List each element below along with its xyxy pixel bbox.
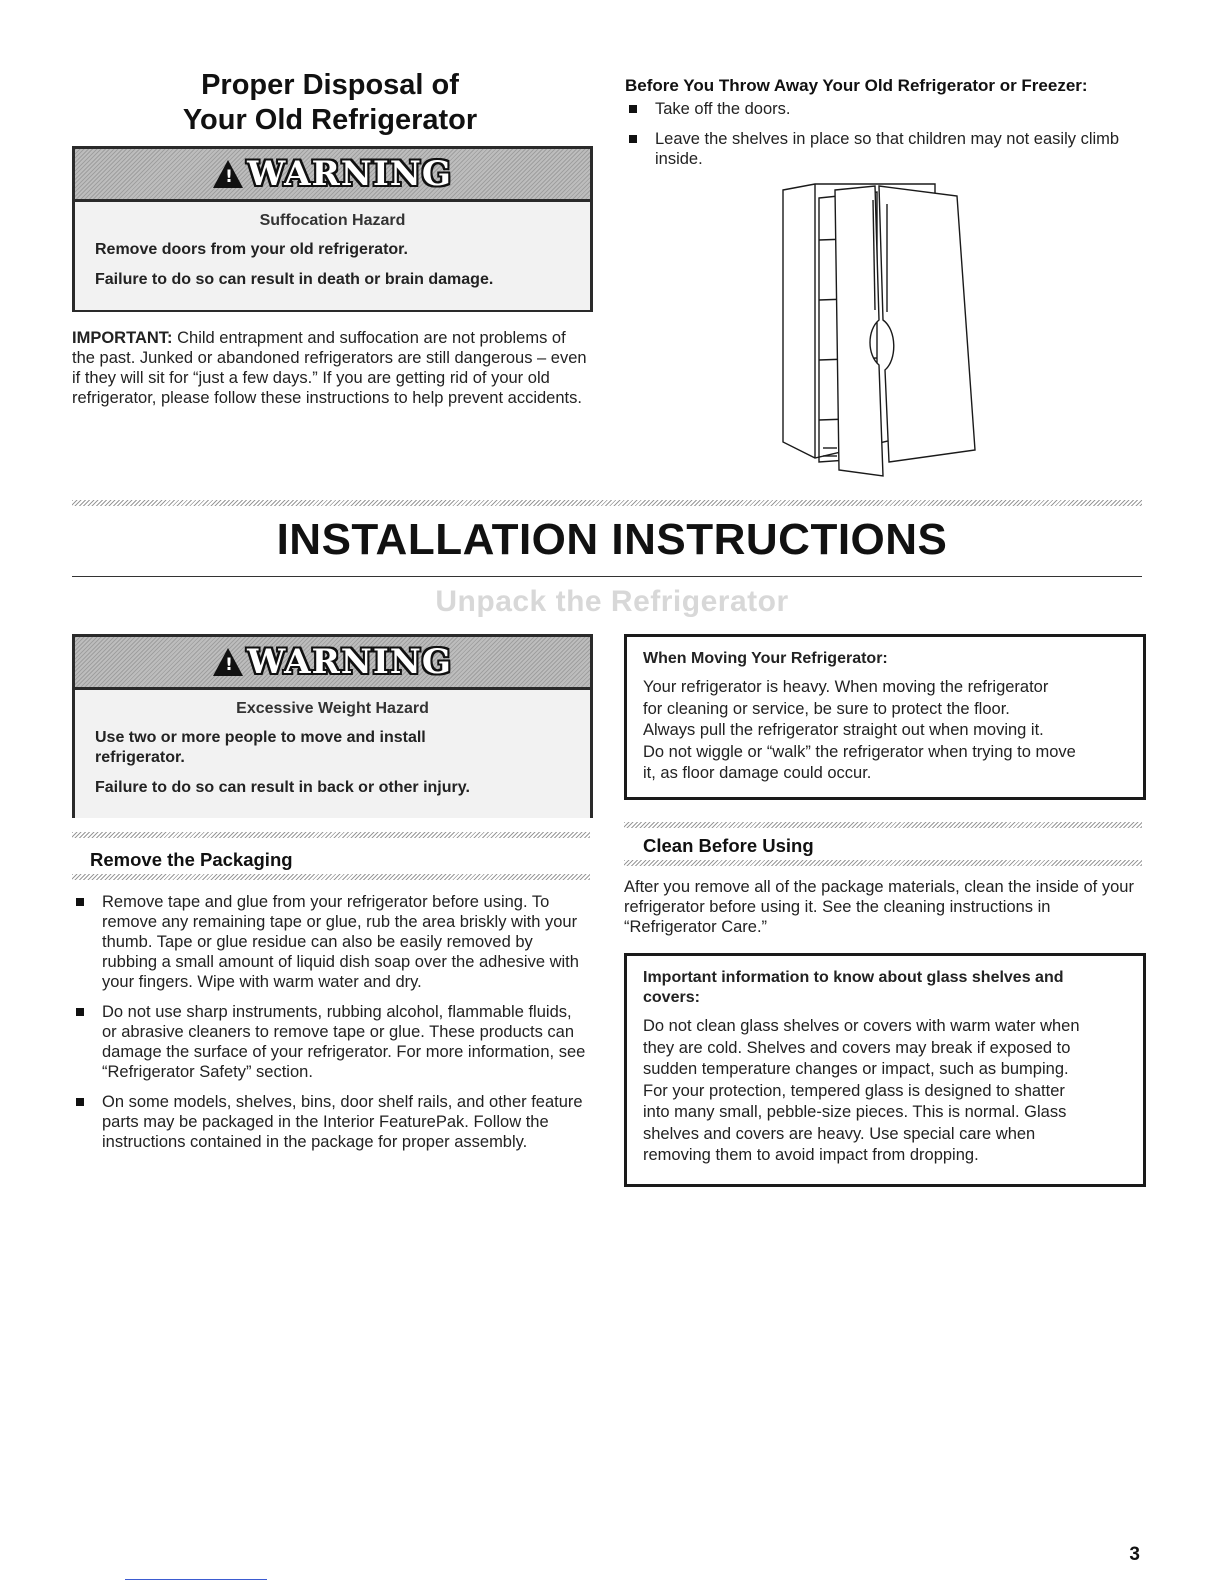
glass-shelves-box bbox=[624, 953, 1146, 1187]
moving-line: Do not wiggle or “walk” the refrigerator when trying to move bbox=[643, 742, 1076, 761]
moving-heading: When Moving Your Refrigerator: bbox=[643, 650, 888, 667]
moving-line: it, as floor damage could occur. bbox=[643, 764, 872, 782]
section-divider bbox=[624, 860, 1142, 866]
glass-line: Do not clean glass shelves or covers with warm water when bbox=[643, 1017, 1080, 1035]
list-item: Leave the shelves in place so that children may not easily climb inside. bbox=[625, 129, 1125, 169]
title-underline bbox=[72, 576, 1142, 577]
glass-line: they are cold. Shelves and covers may break if exposed to bbox=[643, 1038, 1071, 1057]
square-bullet-icon bbox=[76, 898, 84, 906]
glass-line: sudden temperature changes or impact, such as bumping. bbox=[643, 1060, 1069, 1078]
warning-triangle-icon: ! bbox=[213, 160, 243, 188]
suffocation-warning-box bbox=[72, 146, 593, 312]
warning-instruction: Use two or more people to move and install refrigerator. bbox=[95, 729, 426, 766]
clean-before-text: After you remove all of the package materials, clean the inside of your refrigerator before using it. See the cleaning instructions in “Refrigerator Care.” bbox=[624, 878, 1134, 936]
disposal-title-line1: Proper Disposal of bbox=[201, 69, 459, 101]
moving-line: for cleaning or service, be sure to protect the floor. bbox=[643, 699, 1010, 718]
square-bullet-icon bbox=[76, 1008, 84, 1016]
square-bullet-icon bbox=[76, 1098, 84, 1106]
hazard-title: Excessive Weight Hazard bbox=[236, 700, 429, 717]
list-item: Remove tape and glue from your refrigerator before using. To remove any remaining tape or glue, rub the area briskly with your thumb. Tape or glue residue can also be easily removed by rubbing a small amount of liquid dish soap over the adhesive with your fingers. Wipe with warm water and dry. bbox=[72, 892, 590, 992]
section-divider bbox=[72, 874, 590, 880]
warning-consequence: Failure to do so can result in back or other injury. bbox=[95, 779, 470, 796]
page-number: 3 bbox=[1129, 1544, 1140, 1565]
list-item: Take off the doors. bbox=[625, 99, 1125, 119]
clean-before-heading: Clean Before Using bbox=[643, 835, 814, 856]
important-label: IMPORTANT: bbox=[72, 329, 173, 347]
moving-line: Always pull the refrigerator straight out when moving it. bbox=[643, 721, 1044, 739]
section-divider bbox=[72, 500, 1142, 506]
warning-triangle-icon: ! bbox=[213, 648, 243, 676]
footer-rule bbox=[125, 1579, 267, 1580]
before-throw-heading: Before You Throw Away Your Old Refrigerator or Freezer: bbox=[625, 76, 1088, 95]
warning-instruction: Remove doors from your old refrigerator. bbox=[95, 241, 408, 258]
list-item: On some models, shelves, bins, door shelf rails, and other feature parts may be packaged in the Interior FeaturePak. Follow the instructions contained in the package for proper assembly. bbox=[72, 1092, 590, 1152]
section-divider bbox=[624, 822, 1142, 828]
glass-line: removing them to avoid impact from dropping. bbox=[643, 1146, 979, 1164]
warning-banner bbox=[75, 637, 590, 690]
important-text: Child entrapment and suffocation are not problems of the past. Junked or abandoned refrigerators are still dangerous – even if they will sit for “just a few days.” If you are getting rid of your old refrigerator, please follow these instructions to help prevent accidents. bbox=[72, 329, 587, 407]
refrigerator-illustration bbox=[775, 180, 985, 480]
moving-info-box bbox=[624, 634, 1146, 800]
glass-heading: Important information to know about glass shelves and covers: bbox=[643, 969, 1064, 1006]
before-throw-list bbox=[625, 99, 1125, 179]
section-divider bbox=[72, 832, 590, 838]
moving-line: Your refrigerator is heavy. When moving the refrigerator bbox=[643, 678, 1049, 696]
remove-packaging-list bbox=[72, 892, 590, 1162]
list-item: Do not use sharp instruments, rubbing alcohol, flammable fluids, or abrasive cleaners to remove tape or glue. These products can damage the surface of your refrigerator. For more information, see “Refrigerator Safety” section. bbox=[72, 1002, 590, 1082]
warning-label: WARNING bbox=[247, 642, 452, 682]
warning-body bbox=[75, 202, 590, 310]
square-bullet-icon bbox=[629, 105, 637, 113]
warning-label: WARNING bbox=[247, 154, 452, 194]
glass-line: into many small, pebble-size pieces. This is normal. Glass bbox=[643, 1103, 1067, 1121]
important-paragraph bbox=[72, 328, 590, 408]
glass-line: shelves and covers are heavy. Use special care when bbox=[643, 1124, 1036, 1143]
disposal-title-line2: Your Old Refrigerator bbox=[182, 104, 478, 136]
remove-packaging-heading: Remove the Packaging bbox=[90, 849, 293, 870]
unpack-subtitle: Unpack the Refrigerator bbox=[435, 585, 789, 618]
disposal-title bbox=[120, 68, 540, 138]
square-bullet-icon bbox=[629, 135, 637, 143]
warning-body bbox=[75, 690, 590, 818]
weight-warning-box bbox=[72, 634, 593, 818]
installation-title: INSTALLATION INSTRUCTIONS bbox=[276, 515, 948, 564]
warning-banner bbox=[75, 149, 590, 202]
hazard-title: Suffocation Hazard bbox=[259, 212, 406, 229]
glass-line: For your protection, tempered glass is designed to shatter bbox=[643, 1081, 1065, 1100]
warning-consequence: Failure to do so can result in death or brain damage. bbox=[95, 271, 494, 288]
